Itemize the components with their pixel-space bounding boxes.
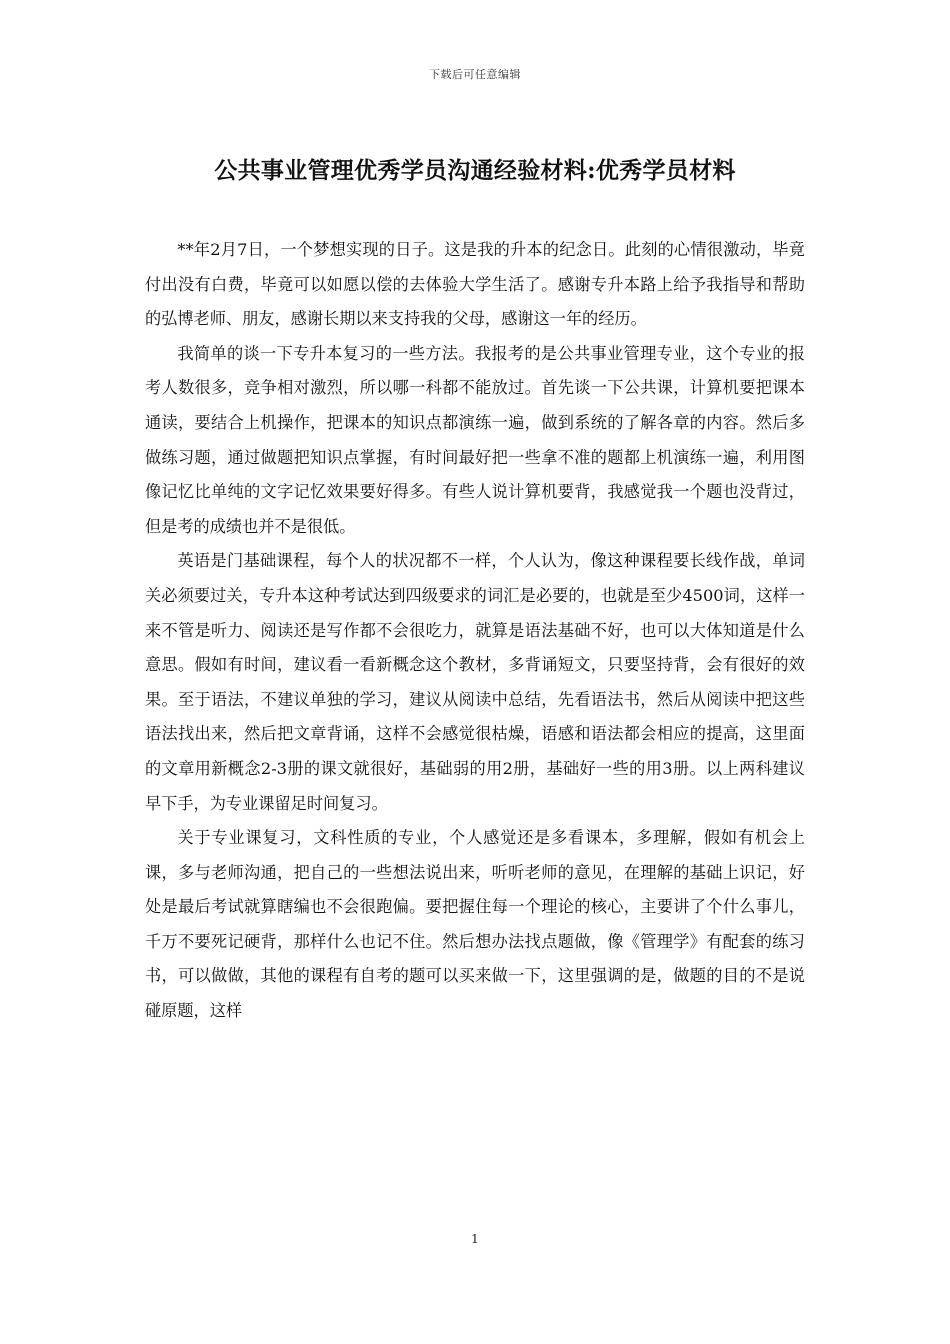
- paragraph-4: 关于专业课复习，文科性质的专业，个人感觉还是多看课本，多理解，假如有机会上课，多与老师沟通，把自己的一些想法说出来，听听老师的意见，在理解的基础上识记，好处是最后考试就算瞎编也不会很跑偏。要把握住每一个理论的核心，主要讲了个什么事儿，千万不要死记硬背，那样什么也记不住。然后想办法找点题做，像《管理学》有配套的练习书，可以做做，其他的课程有自考的题可以买来做一下，这里强调的是，做题的目的不是说碰原题，这样: [145, 828, 805, 1021]
- header-note: 下载后可任意编辑: [429, 68, 521, 81]
- paragraph-1: **年2月7日，一个梦想实现的日子。这是我的升本的纪念日。此刻的心情很激动，毕竟付出没有白费，毕竟可以如愿以偿的去体验大学生活了。感谢专升本路上给予我指导和帮助的弘博老师、朋友，感谢长期以来支持我的父母，感谢这一年的经历。: [145, 240, 805, 329]
- paragraph-3: 英语是门基础课程，每个人的状况都不一样，个人认为，像这种课程要长线作战，单词关必须要过关，专升本这种考试达到四级要求的词汇是必要的，也就是至少4500词，这样一来不管是听力、阅读还是写作都不会很吃力，就算是语法基础不好，也可以大体知道是什么意思。假如有时间，建议看一看新概念这个教材，多背诵短文，只要坚持背，会有很好的效果。至于语法，不建议单独的学习，建议从阅读中总结，先看语法书，然后从阅读中把这些语法找出来，然后把文章背诵，这样不会感觉很枯燥，语感和语法都会相应的提高，这里面的文章用新概念2-3册的课文就很好，基础弱的用2册，基础好一些的用3册。以上两科建议早下手，为专业课留足时间复习。: [145, 551, 805, 813]
- document-body: [145, 233, 805, 1029]
- document-title: 公共事业管理优秀学员沟通经验材料:优秀学员材料: [214, 157, 736, 184]
- page-number: 1: [471, 1232, 479, 1246]
- paragraph-2: 我简单的谈一下专升本复习的一些方法。我报考的是公共事业管理专业，这个专业的报考人数很多，竞争相对激烈，所以哪一科都不能放过。首先谈一下公共课，计算机要把课本通读，要结合上机操作，把课本的知识点都演练一遍，做到系统的了解各章的内容。然后多做练习题，通过做题把知识点掌握，有时间最好把一些拿不准的题都上机演练一遍，利用图像记忆比单纯的文字记忆效果要好得多。有些人说计算机要背，我感觉我一个题也没背过，但是考的成绩也并不是很低。: [145, 343, 805, 536]
